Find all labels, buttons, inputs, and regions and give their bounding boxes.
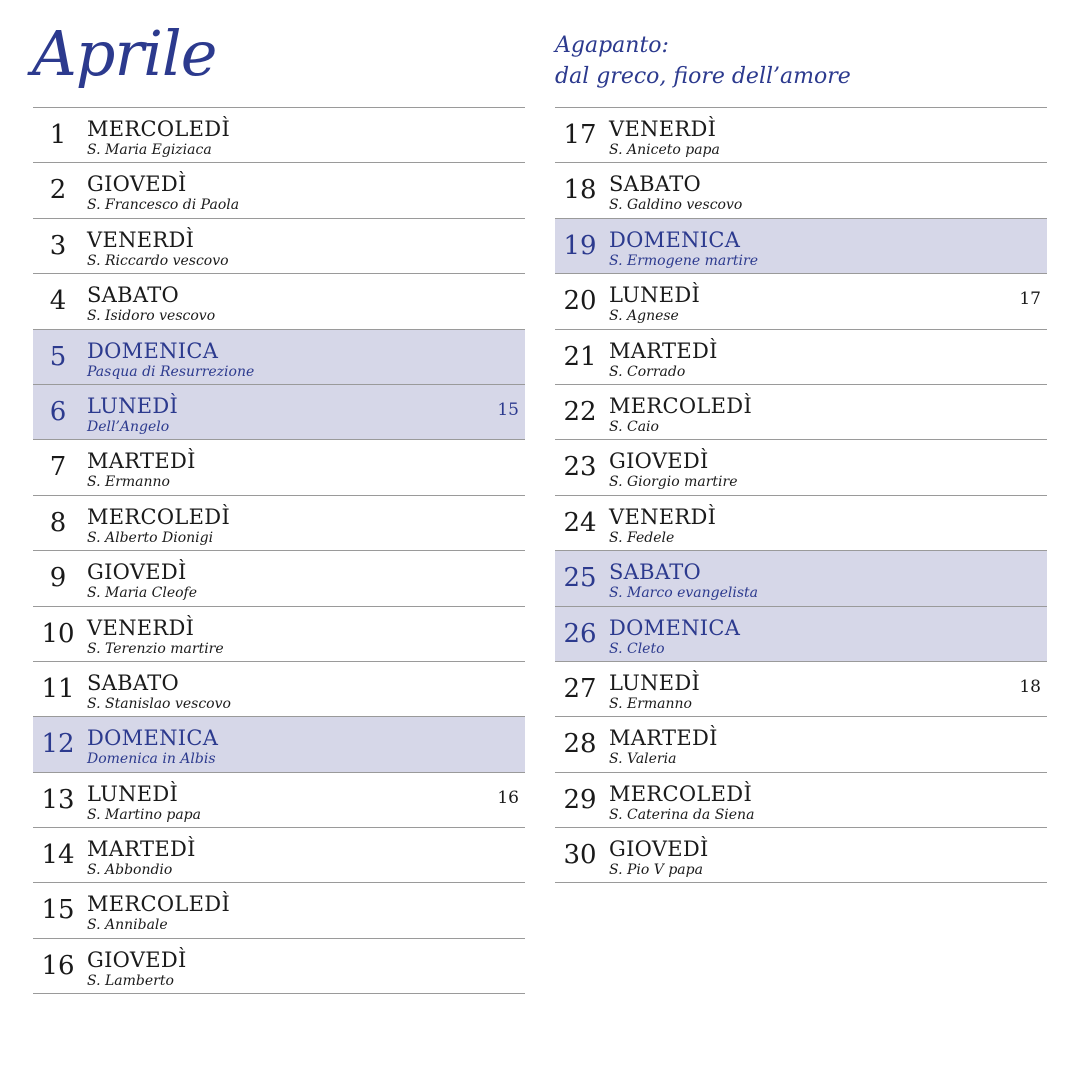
weekday-name: SABATO [87,670,180,695]
day-number: 5 [49,341,67,372]
day-row [33,939,525,994]
saint-name: S. Ermanno [609,695,692,712]
day-number: 29 [563,784,597,815]
day-number: 21 [563,341,597,372]
day-number: 17 [563,120,597,150]
weekday-name: DOMENICA [87,338,219,363]
day-row [555,496,1047,551]
day-number: 16 [41,950,75,981]
day-number: 9 [49,563,67,594]
weekday-name: GIOVEDÌ [87,560,187,585]
weekday-name: SABATO [87,283,180,308]
weekday-name: SABATO [609,172,702,197]
saint-name: S. Riccardo vescovo [87,252,229,269]
day-row [33,607,525,662]
saint-name: S. Ermanno [87,474,170,491]
day-row [33,440,525,495]
saint-name: S. Galdino vescovo [609,197,743,214]
weekday-name: DOMENICA [87,726,219,751]
saint-name: S. Maria Cleofe [87,585,198,602]
day-number: 7 [49,452,67,483]
saint-name: S. Isidoro vescovo [87,308,216,325]
day-number: 25 [563,563,597,594]
day-row [33,163,525,218]
day-number: 30 [563,840,597,871]
saint-name: S. Agnese [609,308,679,325]
day-row [555,330,1047,385]
day-row [555,662,1047,717]
weekday-name: LUNEDÌ [609,670,701,695]
saint-name: S. Pio V papa [609,862,703,879]
day-number: 6 [49,396,67,427]
weekday-name: MARTEDÌ [87,449,196,474]
saint-name: S. Caterina da Siena [609,806,755,823]
flower-name: Agapanto: [555,33,669,58]
days-column-left [33,107,525,994]
weekday-name: DOMENICA [609,227,741,252]
day-number: 28 [563,729,597,760]
saint-name: S. Abbondio [87,862,173,879]
saint-name: S. Aniceto papa [609,142,720,158]
week-number: 15 [497,399,519,420]
saint-name: Dell’Angelo [87,418,170,435]
day-number: 13 [41,784,75,815]
day-number: 15 [41,895,75,926]
week-number: 16 [497,787,519,808]
saint-name: S. Annibale [87,917,168,934]
weekday-name: GIOVEDÌ [87,947,187,972]
weekday-name: VENERDÌ [87,615,195,640]
weekday-name: VENERDÌ [609,117,717,141]
weekday-name: MARTEDÌ [609,726,718,751]
weekday-name: DOMENICA [609,615,741,640]
day-row-holiday [555,607,1047,662]
days-column-right [555,107,1047,883]
day-row-holiday [33,385,525,440]
saint-name: S. Alberto Dionigi [87,529,214,546]
day-number: 26 [563,618,597,649]
day-row [555,385,1047,440]
day-number: 12 [41,729,75,760]
day-row-holiday [33,717,525,772]
day-row [33,662,525,717]
saint-name: S. Ermogene martire [609,252,759,269]
day-row [555,440,1047,495]
saint-name: Pasqua di Resurrezione [87,363,255,380]
weekday-name: LUNEDÌ [87,393,179,418]
weekday-name: MERCOLEDÌ [87,117,231,141]
day-number: 4 [49,286,67,317]
saint-name: S. Valeria [609,751,677,768]
saint-name: S. Fedele [609,529,675,546]
day-row [555,108,1047,163]
saint-name: S. Stanislao vescovo [87,695,231,712]
day-row [33,274,525,329]
day-number: 14 [41,840,75,871]
day-number: 3 [49,230,67,261]
day-number: 1 [49,120,67,150]
week-number: 17 [1019,289,1041,310]
day-row [555,773,1047,828]
weekday-name: GIOVEDÌ [609,837,709,862]
saint-name: S. Cleto [609,640,665,657]
weekday-name: MERCOLEDÌ [87,892,231,917]
day-row [33,551,525,606]
day-number: 23 [563,452,597,483]
day-row [33,496,525,551]
day-row [33,108,525,163]
day-number: 11 [41,673,75,704]
weekday-name: LUNEDÌ [87,781,179,806]
day-number: 2 [49,175,67,206]
weekday-name: GIOVEDÌ [87,172,187,197]
day-row [33,828,525,883]
saint-name: S. Lamberto [87,972,174,989]
day-row [33,883,525,938]
weekday-name: MARTEDÌ [87,837,196,862]
weekday-name: MARTEDÌ [609,338,718,363]
weekday-name: MERCOLEDÌ [609,781,753,806]
weekday-name: MERCOLEDÌ [87,504,231,529]
saint-name: S. Corrado [609,363,686,380]
day-row [555,717,1047,772]
saint-name: S. Terenzio martire [87,640,224,657]
week-number: 18 [1019,676,1041,697]
flower-meaning: dal greco, fiore dell’amore [555,64,851,89]
saint-name: S. Martino papa [87,806,201,823]
saint-name: S. Giorgio martire [609,474,738,491]
day-number: 20 [563,286,597,317]
day-number: 18 [563,175,597,206]
saint-name: S. Francesco di Paola [87,197,240,214]
day-row [555,274,1047,329]
weekday-name: MERCOLEDÌ [609,393,753,418]
weekday-name: SABATO [609,560,702,585]
saint-name: S. Maria Egiziaca [87,142,212,158]
day-row-holiday [555,219,1047,274]
saint-name: S. Marco evangelista [609,585,759,602]
day-number: 22 [563,396,597,427]
day-row-holiday [33,330,525,385]
flower-caption [555,30,851,92]
weekday-name: LUNEDÌ [609,283,701,308]
day-number: 8 [49,507,67,538]
day-number: 27 [563,673,597,704]
weekday-name: VENERDÌ [87,227,195,252]
weekday-name: VENERDÌ [609,504,717,529]
day-row [33,773,525,828]
day-row [555,828,1047,883]
month-title: Aprile [32,17,217,90]
day-number: 19 [563,230,597,261]
day-row [555,163,1047,218]
day-number: 24 [563,507,597,538]
saint-name: Domenica in Albis [87,751,216,768]
day-row [33,219,525,274]
day-number: 10 [41,618,75,649]
day-row-holiday [555,551,1047,606]
saint-name: S. Caio [609,418,659,435]
weekday-name: GIOVEDÌ [609,449,709,474]
